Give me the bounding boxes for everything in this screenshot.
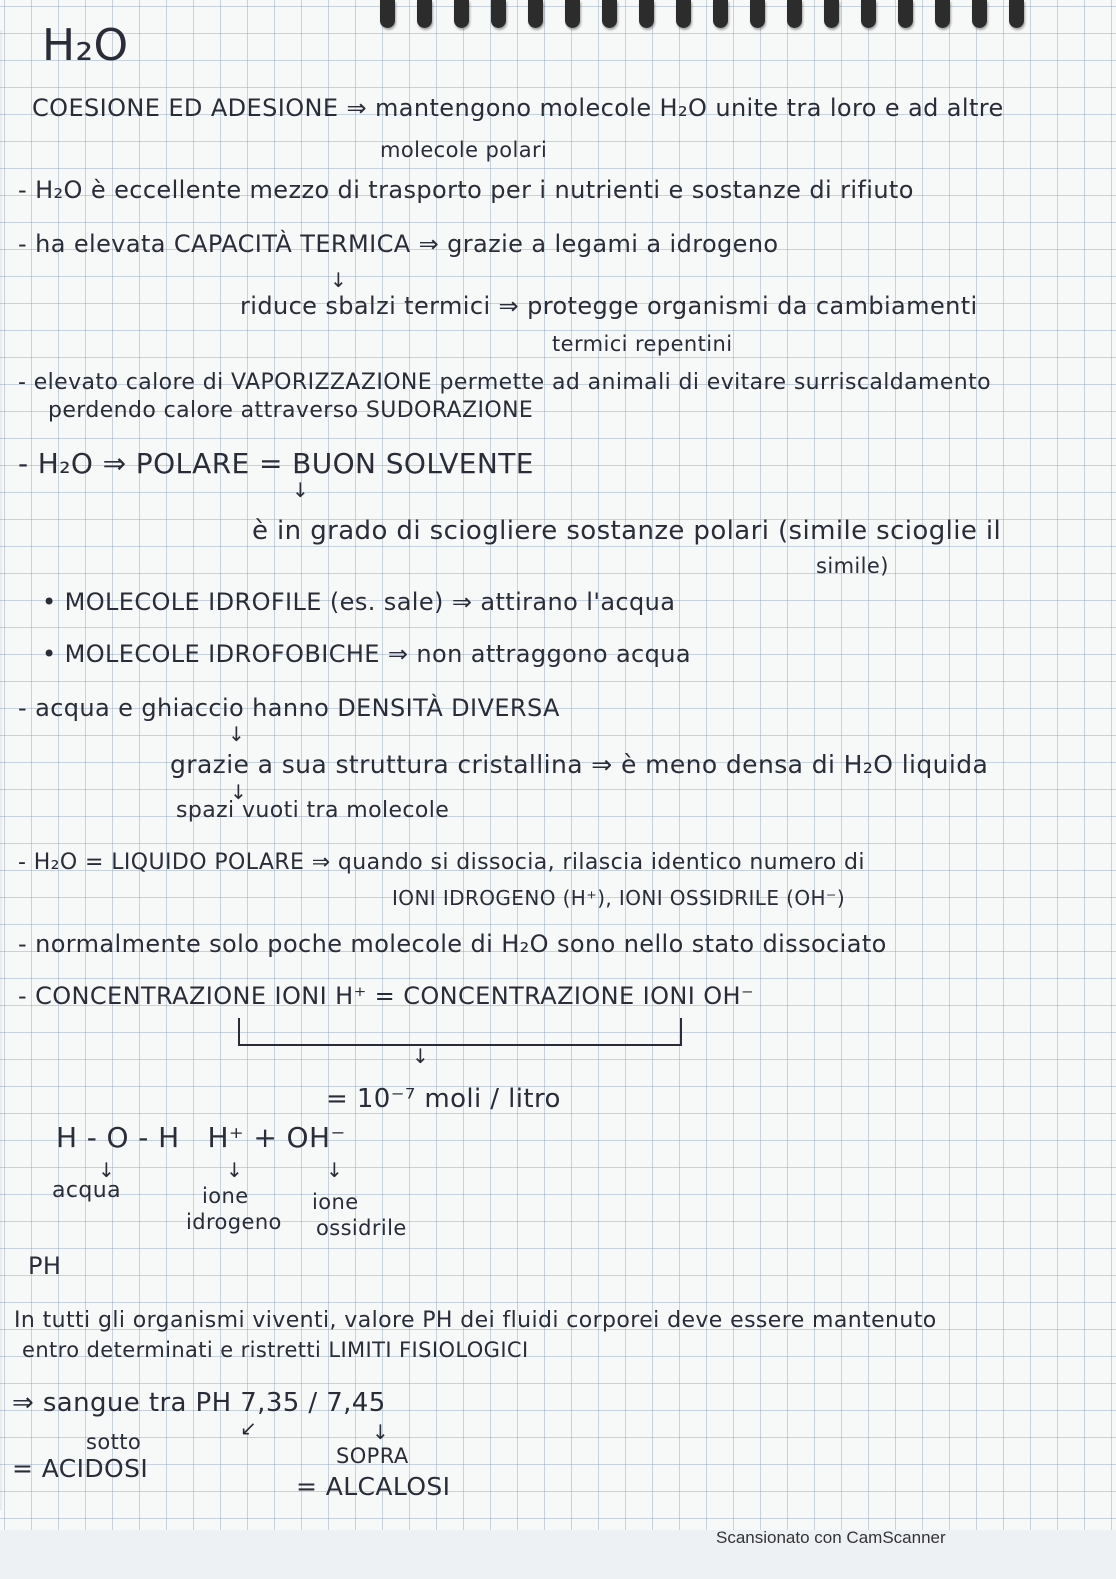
page-edge bbox=[0, 30, 2, 1510]
ring bbox=[713, 0, 728, 28]
note-line: ⇒ sangue tra PH 7,35 / 7,45 bbox=[12, 1388, 386, 1418]
ring bbox=[639, 0, 654, 28]
page-title: H₂O bbox=[42, 20, 129, 71]
note-line: perdendo calore attraverso SUDORAZIONE bbox=[48, 398, 534, 423]
note-line: molecole polari bbox=[380, 138, 548, 162]
note-line: - H₂O è eccellente mezzo di trasporto per i nutrienti e sostanze di rifiuto bbox=[18, 176, 914, 204]
ring bbox=[491, 0, 506, 28]
formula-label: ione bbox=[312, 1190, 359, 1214]
formula-label: ossidrile bbox=[316, 1216, 407, 1240]
note-line: = ACIDOSI bbox=[12, 1454, 149, 1483]
arrow: ↓ bbox=[226, 1158, 243, 1182]
ring bbox=[1009, 0, 1024, 28]
ring bbox=[898, 0, 913, 28]
note-line: - acqua e ghiaccio hanno DENSITÀ DIVERSA bbox=[18, 694, 560, 722]
note-line: entro determinati e ristretti LIMITI FISIOLOGICI bbox=[22, 1338, 529, 1362]
ring bbox=[787, 0, 802, 28]
chemical-formula: H - O - H H⁺ + OH⁻ bbox=[56, 1121, 346, 1154]
note-line: SOPRA bbox=[336, 1444, 409, 1468]
note-line: IONI IDROGENO (H⁺), IONI OSSIDRILE (OH⁻) bbox=[392, 886, 846, 910]
spiral-binding bbox=[380, 0, 1080, 34]
ring bbox=[824, 0, 839, 28]
ring bbox=[676, 0, 691, 28]
note-line: grazie a sua struttura cristallina ⇒ è meno densa di H₂O liquida bbox=[170, 750, 989, 779]
note-line: simile) bbox=[816, 554, 889, 578]
bracket bbox=[238, 1018, 682, 1046]
ring bbox=[602, 0, 617, 28]
arrow: ↙ bbox=[240, 1416, 257, 1440]
arrow: ↓ bbox=[326, 1158, 343, 1182]
note-line: - CONCENTRAZIONE IONI H⁺ = CONCENTRAZIONE IONI OH⁻ bbox=[18, 982, 755, 1010]
scanner-watermark: Scansionato con CamScanner bbox=[716, 1528, 946, 1547]
ring bbox=[750, 0, 765, 28]
ring bbox=[935, 0, 950, 28]
note-line: - normalmente solo poche molecole di H₂O sono nello stato dissociato bbox=[18, 930, 887, 958]
formula-label: acqua bbox=[52, 1178, 121, 1203]
ring bbox=[380, 0, 395, 28]
note-line: = ALCALOSI bbox=[296, 1472, 451, 1501]
note-line: • MOLECOLE IDROFOBICHE ⇒ non attraggono acqua bbox=[42, 640, 691, 668]
arrow: ↓ bbox=[98, 1158, 115, 1182]
note-line: sotto bbox=[86, 1430, 142, 1454]
formula-label: ione bbox=[202, 1184, 249, 1208]
ring bbox=[861, 0, 876, 28]
note-line: è in grado di sciogliere sostanze polari (simile scioglie il bbox=[252, 516, 1002, 546]
ring bbox=[454, 0, 469, 28]
section-heading: PH bbox=[28, 1252, 62, 1280]
formula-label: idrogeno bbox=[186, 1210, 282, 1234]
note-line: In tutti gli organismi viventi, valore PH dei fluidi corporei deve essere mantenuto bbox=[14, 1308, 937, 1333]
note-line: - elevato calore di VAPORIZZAZIONE permette ad animali di evitare surriscaldamento bbox=[18, 370, 992, 395]
note-line: spazi vuoti tra molecole bbox=[176, 798, 450, 823]
arrow: ↓ bbox=[292, 478, 309, 502]
note-line: - H₂O = LIQUIDO POLARE ⇒ quando si dissocia, rilascia identico numero di bbox=[18, 850, 865, 875]
arrow: ↓ bbox=[230, 780, 247, 804]
note-line: COESIONE ED ADESIONE ⇒ mantengono molecole H₂O unite tra loro e ad altre bbox=[32, 94, 1004, 122]
note-line: - ha elevata CAPACITÀ TERMICA ⇒ grazie a legami a idrogeno bbox=[18, 230, 779, 258]
note-line: riduce sbalzi termici ⇒ protegge organismi da cambiamenti bbox=[240, 292, 978, 320]
arrow: ↓ bbox=[372, 1420, 389, 1444]
note-line: - H₂O ⇒ POLARE = BUON SOLVENTE bbox=[18, 447, 534, 480]
note-line: • MOLECOLE IDROFILE (es. sale) ⇒ attirano l'acqua bbox=[42, 588, 676, 616]
ring bbox=[972, 0, 987, 28]
arrow: ↓ bbox=[412, 1044, 429, 1068]
note-line: = 10⁻⁷ moli / litro bbox=[326, 1084, 561, 1114]
note-line: termici repentini bbox=[552, 332, 733, 356]
ring bbox=[417, 0, 432, 28]
ring bbox=[565, 0, 580, 28]
arrow: ↓ bbox=[330, 268, 347, 292]
ring bbox=[528, 0, 543, 28]
arrow: ↓ bbox=[228, 722, 245, 746]
